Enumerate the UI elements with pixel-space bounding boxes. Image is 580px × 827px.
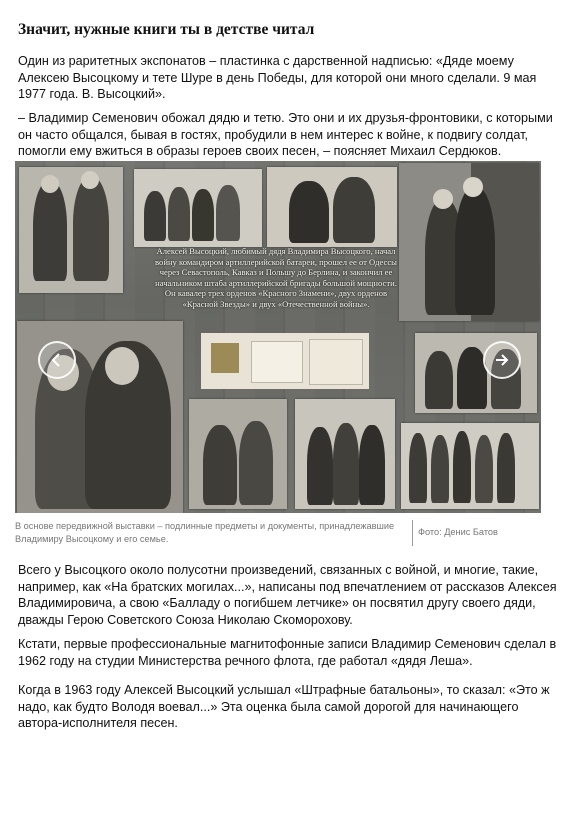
gallery-photo	[399, 163, 539, 321]
document-photo	[201, 333, 369, 389]
article-paragraph: – Владимир Семенович обожал дядю и тетю. Это они и их друзья-фронтовики, с которыми он часто общался, бывая в гостях, пробудили в нем интерес к войне, к подвигу солдат, помогли ему вжиться в образы героев своих песен, – поясняет Михаил Сердюков.	[18, 111, 553, 158]
gallery-photo	[267, 167, 397, 247]
gallery-photo	[19, 167, 123, 293]
arrow-left-icon	[49, 352, 65, 368]
article-paragraph: Всего у Высоцкого около полусотни произведений, связанных с войной, и многие, такие, например, как «На братских могилах...», написаны под впечатлением от рассказов Алексея Владимировича, а свою «Балладу о погибшем летчике» он посвятил другу своего дяди, дважды Герою Советского Союза Николаю Скоморохову.	[18, 563, 557, 627]
article-paragraph: Когда в 1963 году Алексей Высоцкий услышал «Штрафные батальоны», то сказал: «Это ж надо, как будто Володя воевал...» Эта оценка была самой дорогой для начинающего автора-исполнителя песен.	[18, 683, 550, 730]
gallery-photo	[189, 399, 287, 509]
gallery-photo	[295, 399, 395, 509]
photo-caption: В основе передвижной выставки – подлинные предметы и документы, принадлежавшие Владимиру Высоцкому и его семье.	[15, 521, 395, 544]
caption-divider	[412, 520, 413, 546]
photo-gallery	[15, 161, 541, 513]
arrow-right-icon	[494, 352, 510, 368]
gallery-photo	[415, 333, 537, 413]
article-paragraph: Кстати, первые профессиональные магнитофонные записи Владимир Семенович сделал в 1962 году на студии Министерства речного флота, где работал «дядя Леша».	[18, 637, 557, 668]
gallery-photo	[401, 423, 539, 509]
photo-credit: Фото: Денис Батов	[418, 527, 498, 537]
gallery-prev-button[interactable]	[38, 341, 76, 379]
gallery-next-button[interactable]	[483, 341, 521, 379]
article-paragraph: Один из раритетных экспонатов – пластинка с дарственной надписью: «Дяде моему Алексею Высоцкому и тете Шуре в день Победы, для которой они много сделали. 9 мая 1977 года. В. Высоцкий».	[18, 54, 537, 101]
gallery-photo	[134, 169, 262, 247]
article-heading: Значит, нужные книги ты в детстве читал	[18, 21, 315, 38]
biography-text: Алексей Высоцкий, любимый дядя Владимира Высоцкого, начал войну командиром артиллерийской батареи, прошел ее от Одессы через Севастополь, Кавказ и Польшу до Берлина, и закончил ее начальником штаба артиллерийской бригады большой мощности. Он кавалер трех орденов «Красного Знамени», двух орденов «Красной Звезды» и двух «Отечественной войны».	[155, 246, 397, 309]
